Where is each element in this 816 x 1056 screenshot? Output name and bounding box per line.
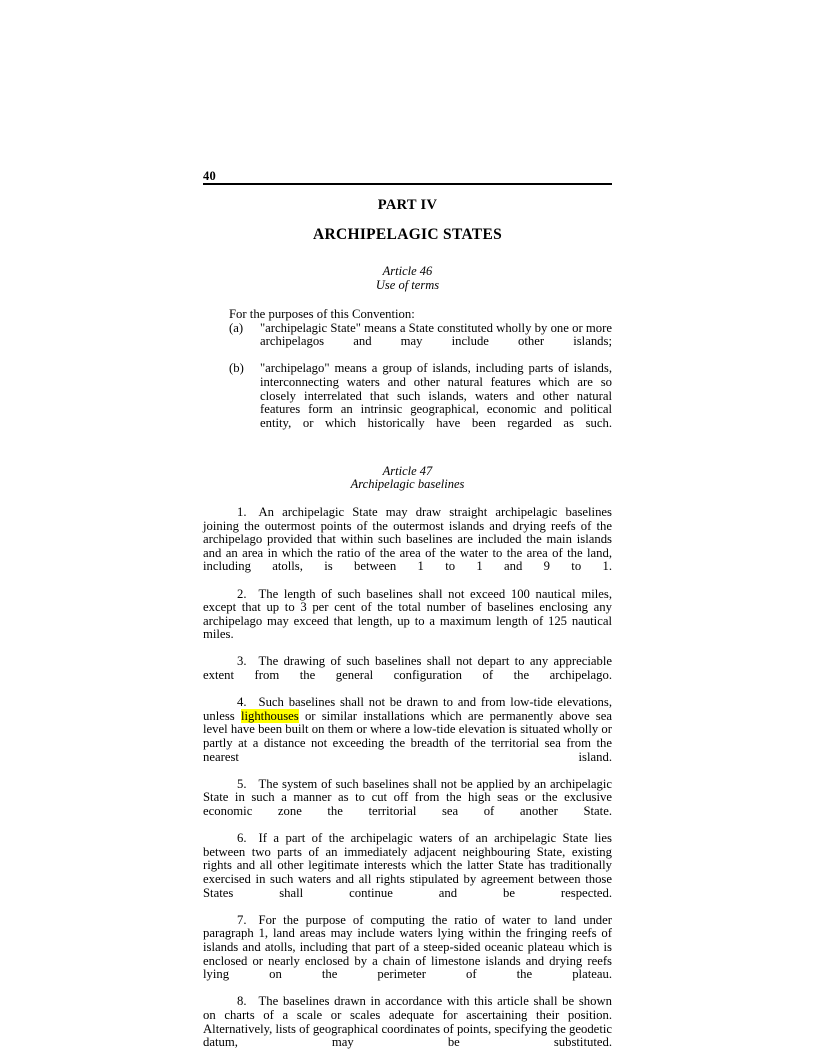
list-item-marker: (b) <box>229 361 244 376</box>
list-item-text: "archipelagic State" means a State constituted wholly by one or more archipelagos and may include other islands; <box>260 320 612 349</box>
paragraph-text: For the purpose of computing the ratio of water to land under paragraph 1, land areas may include waters lying within the fringing reefs of islands and atolls, including that part of a steep-sided oceanic plateau which is enclosed or nearly enclosed by a chain of limestone islands and drying reefs lying on the perimeter of the plateau. <box>203 912 612 982</box>
list-item-marker: (a) <box>229 320 244 335</box>
paragraph-text: The baselines drawn in accordance with this article shall be shown on charts of a scale or scales adequate for ascertaining their position. Alternatively, lists of geographical coordinates of points, specifying the geodetic datum, may be substituted. <box>203 994 612 1050</box>
paragraph-number: 1. <box>237 504 247 519</box>
article-47-name: Archipelagic baselines <box>350 477 465 492</box>
article-47-body <box>203 506 612 1056</box>
numbered-paragraph <box>203 832 612 914</box>
article-46-number: Article 46 <box>382 264 433 278</box>
paragraph-number: 5. <box>237 776 247 791</box>
numbered-paragraph-highlighted <box>203 696 612 778</box>
article-46-name: Use of terms <box>375 277 440 292</box>
article-46-lead: For the purposes of this Convention: <box>229 307 415 321</box>
text-highlight-lighthouses[interactable]: lighthouses <box>240 708 299 723</box>
numbered-paragraph <box>203 778 612 832</box>
paragraph-number: 3. <box>237 654 247 669</box>
paragraph-text-after-highlight: or similar installations which are permanently above sea level have been built on them or where a low-tide elevation is situated wholly or partly at a distance not exceeding the breadth of the territorial sea from the nearest island. <box>203 708 612 764</box>
part-title: PART IV <box>377 197 438 213</box>
paragraph-text: If a part of the archipelagic waters of an archipelagic State lies between two parts of an immediately adjacent neighbouring State, existing rights and all other legitimate interests which the latter State has traditionally exercised in such waters and all rights stipulated by agreement between those States shall continue and be respected. <box>203 831 612 900</box>
numbered-paragraph <box>203 914 612 996</box>
paragraph-number: 7. <box>237 912 247 927</box>
paragraph-number: 8. <box>237 994 247 1009</box>
page-header <box>203 170 612 185</box>
paragraph-text: The length of such baselines shall not exceed 100 nautical miles, except that up to 3 per cent of the total number of baselines enclosing any archipelago may exceed that length, up to a maximum length of 125 nautical miles. <box>203 586 612 642</box>
header-rule <box>203 183 612 185</box>
article-46-heading <box>203 265 612 292</box>
paragraph-text: The drawing of such baselines shall not depart to any appreciable extent from the general configuration of the archipelago. <box>203 654 612 683</box>
part-subtitle: ARCHIPELAGIC STATES <box>312 226 502 243</box>
list-item <box>229 322 612 363</box>
paragraph-text: An archipelagic State may draw straight archipelagic baselines joining the outermost points of the outermost islands and drying reefs of the archipelago provided that within such baselines are included the main islands and an area in which the ratio of the area of the water to the area of the land, including atolls, is between 1 to 1 and 9 to 1. <box>203 504 612 574</box>
numbered-paragraph <box>203 588 612 656</box>
article-47-number: Article 47 <box>382 463 433 478</box>
article-47-heading <box>203 465 612 492</box>
paragraph-number: 6. <box>237 831 247 846</box>
numbered-paragraph <box>203 655 612 696</box>
paragraph-text: The system of such baselines shall not be applied by an archipelagic State in such a manner as to cut off from the high seas or the exclusive economic zone the territorial sea of another State. <box>203 776 612 818</box>
paragraph-number: 4. <box>237 695 247 710</box>
list-item-text: "archipelago" means a group of islands, including parts of islands, interconnecting waters and other natural features which are so closely interrelated that such islands, waters and other natural features form an intrinsic geographical, economic and political entity, or which historically have been regarded as such. <box>260 361 612 430</box>
paragraph-number: 2. <box>237 586 247 601</box>
list-item <box>229 362 612 444</box>
numbered-paragraph <box>203 995 612 1056</box>
article-46-definition-list <box>229 322 612 444</box>
article-46-body <box>203 308 612 444</box>
paragraph-text-before-highlight: Such baselines shall not be drawn to and from low-tide elevations, unless <box>203 695 612 723</box>
page-number: 40 <box>203 169 216 183</box>
document-content <box>203 192 612 1056</box>
numbered-paragraph <box>203 506 612 588</box>
